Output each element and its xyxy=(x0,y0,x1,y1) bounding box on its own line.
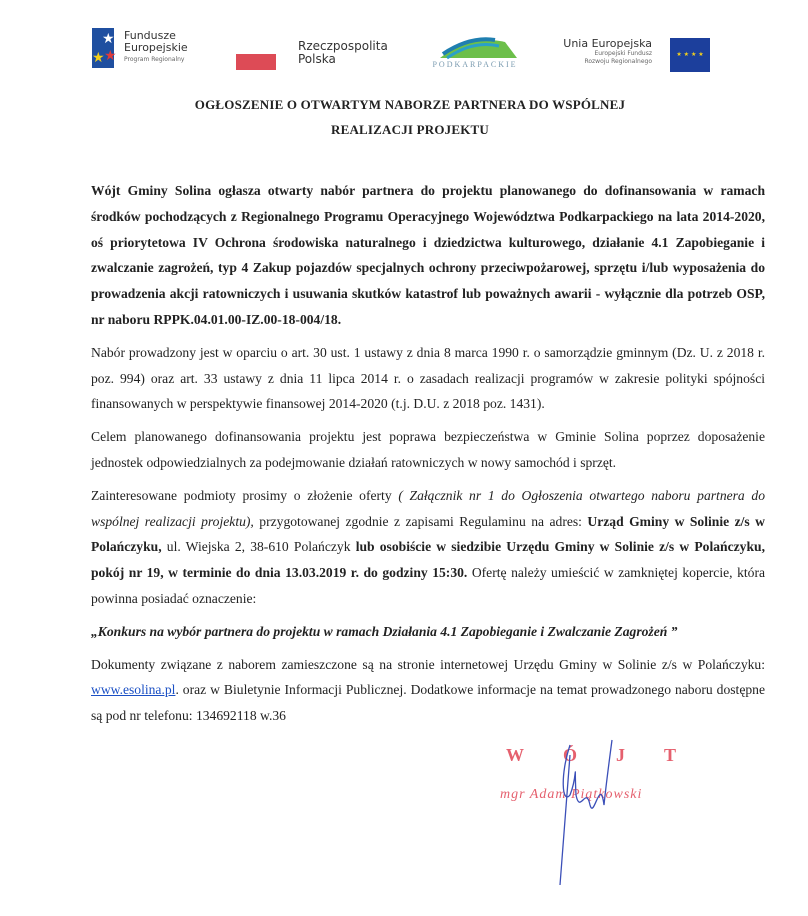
stamp-letter: J xyxy=(615,745,625,765)
submission-address: ul. Wiejska 2, 38-610 Polańczyk xyxy=(161,539,356,555)
logo-podkarpackie xyxy=(425,34,525,69)
documents-text: Dokumenty związane z naborem zamieszczone są na stronie internetowej Urzędu Gminy w Solinie z/s w Polańczyku: xyxy=(91,656,765,672)
submission-deadline: lub osobiście w siedzibie Urzędu Gminy w Solinie z/s w Polańczyku, pokój nr 19, w terminie do dnia 13.03.2019 r. do godziny 15:30. xyxy=(91,539,765,581)
paragraph-envelope-label: „Konkurs na wybór partnera do projektu w ramach Działania 4.1 Zapobieganie i Zwalczanie Zagrożeń ” xyxy=(91,623,678,639)
paragraph-documents xyxy=(91,652,765,729)
eu-flag-icon: ★ ★ ★ ★ xyxy=(670,38,710,72)
fe-line2: Europejskie xyxy=(124,41,188,54)
submission-text: przygotowanej zgodnie z zapisami Regulaminu na adres: xyxy=(253,513,588,529)
submission-intro: Zainteresowane podmioty prosimy o złożenie oferty xyxy=(91,487,392,503)
submission-office: Urząd Gminy w Solinie z/s w Polańczyku, xyxy=(91,513,765,555)
fe-emblem-icon: ★ ★ ★ xyxy=(92,28,114,68)
rp-line2: Polska xyxy=(298,52,336,66)
paragraph-legal-basis: Nabór prowadzony jest w oparciu o art. 30 ust. 1 ustawy z dnia 8 marca 1990 r. o samorządzie gminnym (Dz. U. z 2018 r. poz. 994) oraz art. 33 ustawy z dnia 11 lipca 2014 r. o zasadach realizacji programów w zakresie polityki spójności finansowanych w perspektywie finansowej 2014-2020 (t.j. D.U. z 2018 poz. 1431). xyxy=(91,344,765,412)
pk-text: PODKARPACKIE xyxy=(432,60,518,69)
submission-envelope: Ofertę należy umieścić w zamkniętej kopercie, która powinna posiadać oznaczenie: xyxy=(91,565,765,606)
submission-attachment: ( Załącznik nr 1 do Ogłoszenia otwartego naboru partnera do wspólnej realizacji projektu), xyxy=(91,487,766,529)
signature-stamp xyxy=(490,745,690,905)
documents-contact: . oraz w Biuletynie Informacji Publicznej. Dodatkowe informacje na temat prowadzonego naboru dostępne są pod nr telefonu: 134692118 w.36 xyxy=(91,682,765,724)
stamp-letter: W xyxy=(506,745,524,765)
polish-flag-icon xyxy=(236,54,276,70)
paragraph-submission xyxy=(91,483,765,612)
ue-sub2: Rozwoju Regionalnego xyxy=(584,58,652,65)
logo-bar xyxy=(0,26,808,86)
website-link[interactable]: www.esolina.pl xyxy=(91,682,176,698)
fe-sub: Program Regionalny xyxy=(124,56,185,63)
podkarpackie-hills-icon xyxy=(425,34,525,60)
title-line2: REALIZACJI PROJEKTU xyxy=(330,122,490,137)
rp-line1: Rzeczpospolita xyxy=(298,39,388,53)
title-line1: OGŁOSZENIE O OTWARTYM NABORZE PARTNERA DO WSPÓLNEJ xyxy=(194,97,626,112)
handwritten-signature xyxy=(540,735,650,905)
stamp-letter: Ó xyxy=(562,745,577,765)
ue-line1: Unia Europejska xyxy=(563,37,652,50)
document-body xyxy=(91,178,765,736)
fe-line1: Fundusze xyxy=(124,29,176,42)
signatory-name: mgr Adam Piątkowski xyxy=(500,787,643,802)
stamp-letter: T xyxy=(663,745,676,765)
ue-sub1: Europejski Fundusz xyxy=(594,50,652,57)
paragraph-purpose: Celem planowanego dofinansowania projektu jest poprawa bezpieczeństwa w Gminie Solina poprzez doposażenie jednostek odpowiedzialnych za podejmowanie działań ratowniczych w nowy samochód i sprzęt. xyxy=(91,429,765,470)
paragraph-announcement: Wójt Gminy Solina ogłasza otwarty nabór partnera do projektu planowanego do dofinansowania w ramach środków pochodzących z Regionalnego Programu Operacyjnego Województwa Podkarpackiego na lata 2014-2020, oś priorytetowa IV Ochrona środowiska naturalnego i dziedzictwa kulturowego, działanie 4.1 Zapobieganie i zwalczanie zagrożeń, typ 4 Zakup pojazdów specjalnych ochrony przeciwpożarowej, sprzętu i/lub wyposażenia do prowadzenia akcji ratowniczych i usuwania skutków katastrof lub poważnych awarii - wyłącznie dla potrzeb OSP, nr naboru RPPK.04.01.00-IZ.00-18-004/18. xyxy=(91,183,765,327)
document-title xyxy=(100,92,720,142)
